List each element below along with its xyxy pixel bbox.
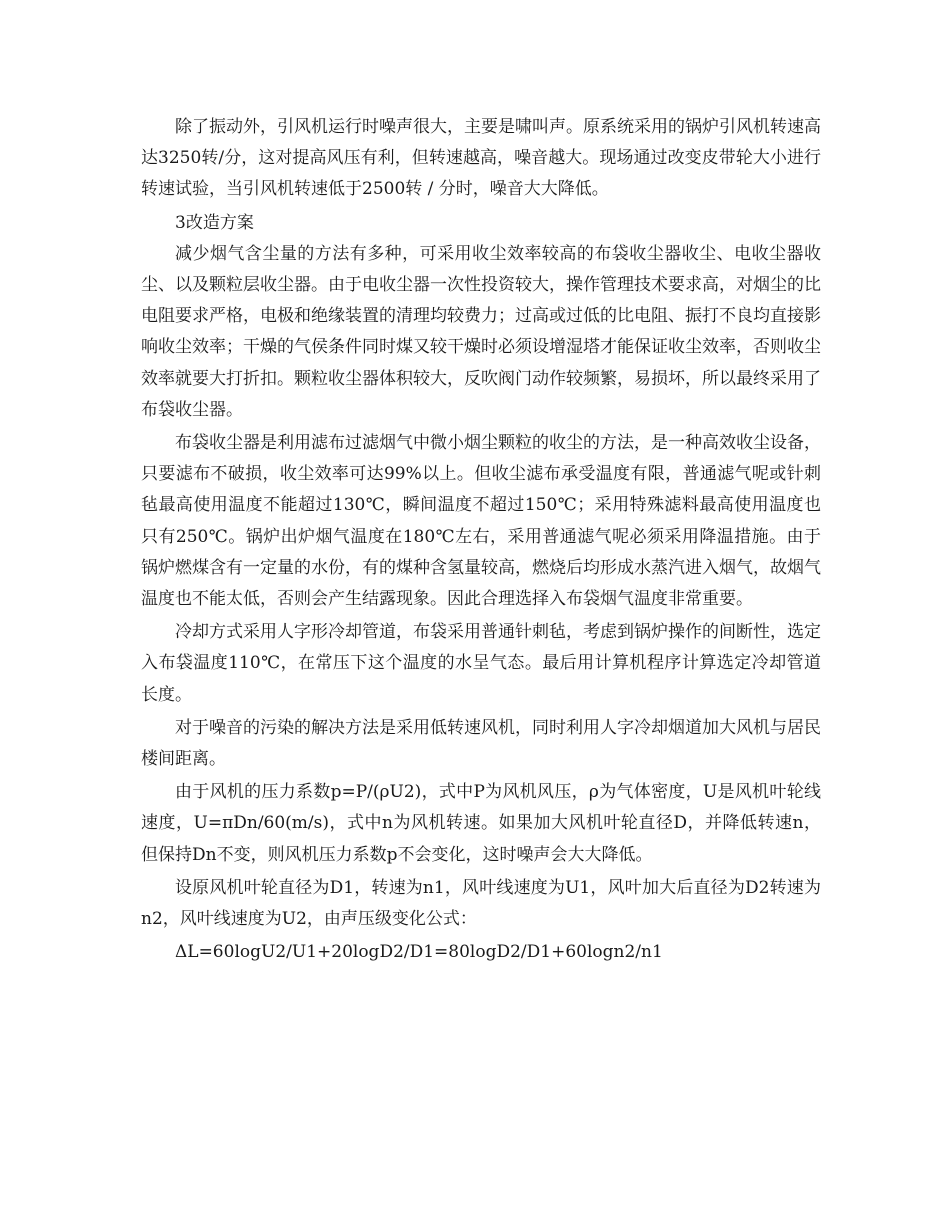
formula-sound-pressure: ΔL=60logU2/U1+20logD2/D1=80logD2/D1+60logn2/n1 (175, 942, 663, 963)
section-heading: 3改造方案 (175, 212, 254, 233)
paragraph-noise: 除了振动外，引风机运行时噪声很大，主要是啸叫声。原系统采用的锅炉引风机转速高达3250转/分，这对提高风压有利，但转速越高，噪音越大。现场通过改变皮带轮大小进行转速试验，当引风机转速低于2500转 / 分时，噪音大大降低。 (141, 117, 821, 200)
paragraph-noise-solution: 对于噪音的污染的解决方法是采用低转速风机，同时利用人字冷却烟道加大风机与居民楼间距离。 (141, 717, 821, 770)
paragraph-bag-filter: 布袋收尘器是利用滤布过滤烟气中微小烟尘颗粒的收尘的方法，是一种高效收尘设备，只要滤布不破损，收尘效率可达99%以上。但收尘滤布承受温度有限，普通滤气呢或针刺毡最高使用温度不能超过130℃，瞬间温度不超过150℃；采用特殊滤料最高使用温度也只有250℃。锅炉出炉烟气温度在180℃左右，采用普通滤气呢必须采用降温措施。由于锅炉燃煤含有一定量的水份，有的煤种含氢量较高，燃烧后均形成水蒸汽进入烟气，故烟气温度也不能太低，否则会产生结露现象。因此合理选择入布袋烟气温度非常重要。 (141, 433, 821, 610)
paragraph-impeller: 设原风机叶轮直径为D1，转速为n1，风叶线速度为U1，风叶加大后直径为D2转速为n2，风叶线速度为U2，由声压级变化公式： (141, 877, 821, 930)
document-body (141, 112, 821, 968)
paragraph-pressure-coefficient: 由于风机的压力系数p=P/(ρU2)，式中P为风机风压，ρ为气体密度，U是风机叶轮线速度，U=πDn/60(m/s)，式中n为风机转速。如果加大风机叶轮直径D，并降低转速n，但保持Dn不变，则风机压力系数p不会变化，这时噪声会大大降低。 (141, 782, 821, 865)
paragraph-dust-reduction: 减少烟气含尘量的方法有多种，可采用收尘效率较高的布袋收尘器收尘、电收尘器收尘、以及颗粒层收尘器。由于电收尘器一次性投资较大，操作管理技术要求高，对烟尘的比电阻要求严格，电极和绝缘装置的清理均较费力；过高或过低的比电阻、振打不良均直接影响收尘效率；干燥的气侯条件同时煤又较干燥时必须设增湿塔才能保证收尘效率，否则收尘效率就要大打折扣。颗粒收尘器体积较大，反吹阀门动作较频繁，易损坏，所以最终采用了布袋收尘器。 (141, 243, 821, 420)
paragraph-cooling: 冷却方式采用人字形冷却管道，布袋采用普通针刺毡，考虑到锅炉操作的间断性，选定入布袋温度110℃，在常压下这个温度的水呈气态。最后用计算机程序计算选定冷却管道长度。 (141, 622, 821, 705)
